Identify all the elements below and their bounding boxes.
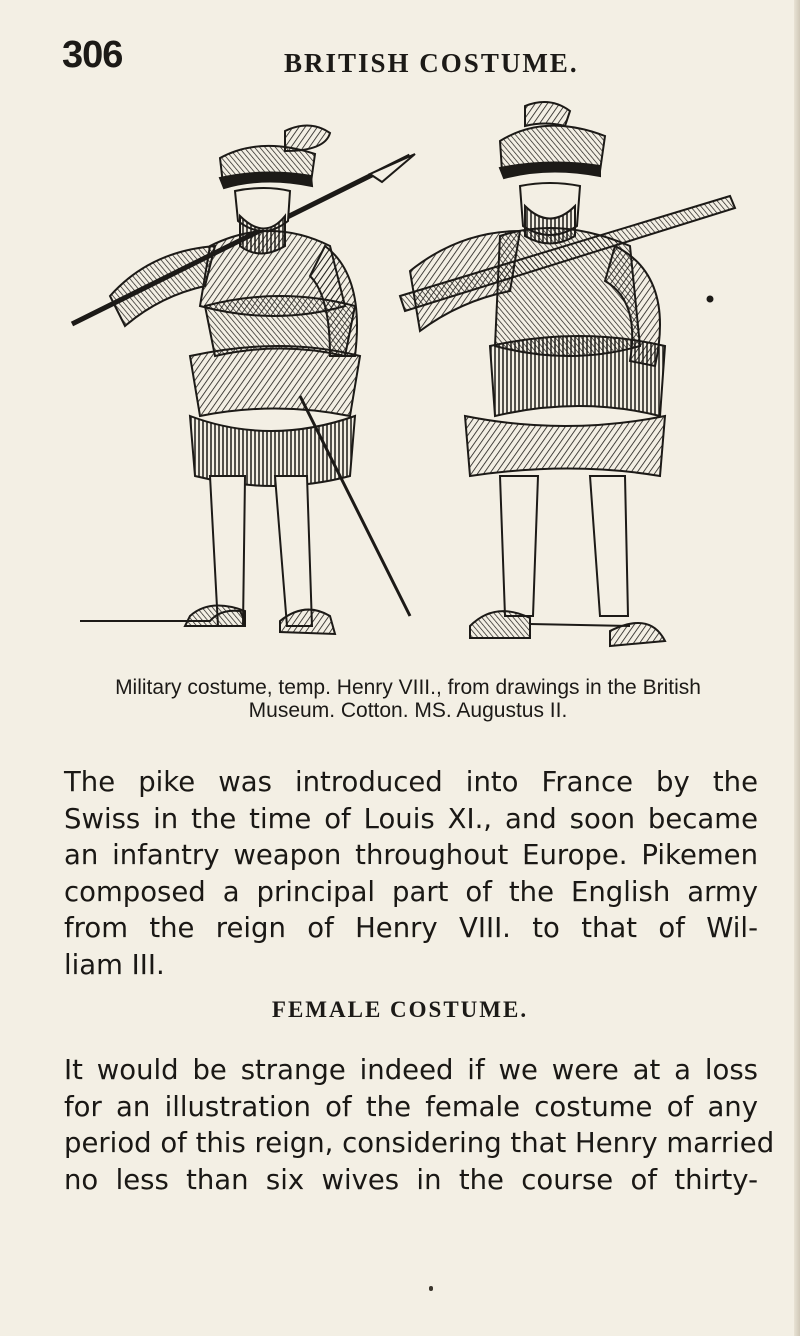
text-line: for an illustration of the female costume of any	[64, 1090, 758, 1123]
paragraph-pike	[64, 764, 758, 983]
engraving-illustration	[70, 96, 740, 670]
page-header	[62, 28, 742, 88]
text-line: Swiss in the time of Louis XI., and soon became	[64, 802, 758, 835]
text-line: The pike was introduced into France by the	[64, 766, 758, 798]
right-pikeman	[400, 102, 735, 646]
ink-speck	[429, 1286, 433, 1291]
caption-line: Military costume, temp. Henry VIII., from drawings in the British	[115, 676, 701, 699]
text-line: no less than six wives in the course of thirty-	[64, 1163, 758, 1196]
paragraph-female-costume	[64, 1052, 775, 1198]
text-line: period of this reign, considering that Henry married	[64, 1127, 775, 1159]
page-edge	[794, 0, 800, 1336]
text-line: an infantry weapon throughout Europe. Pikemen	[64, 839, 758, 871]
text-line: liam III.	[64, 948, 165, 981]
figure-caption	[58, 676, 758, 722]
page-number: 306	[62, 34, 123, 76]
text-line: from the reign of Henry VIII. to that of Wil-	[64, 912, 758, 944]
pikemen-figures	[70, 96, 740, 670]
section-heading: FEMALE COSTUME.	[271, 997, 529, 1022]
text-line: It would be strange indeed if we were at a loss	[64, 1054, 758, 1086]
caption-line: Museum. Cotton. MS. Augustus II.	[248, 699, 568, 722]
text-line: composed a principal part of the English army	[64, 875, 758, 908]
left-pikeman	[72, 125, 415, 634]
running-head: BRITISH COSTUME.	[284, 48, 579, 78]
